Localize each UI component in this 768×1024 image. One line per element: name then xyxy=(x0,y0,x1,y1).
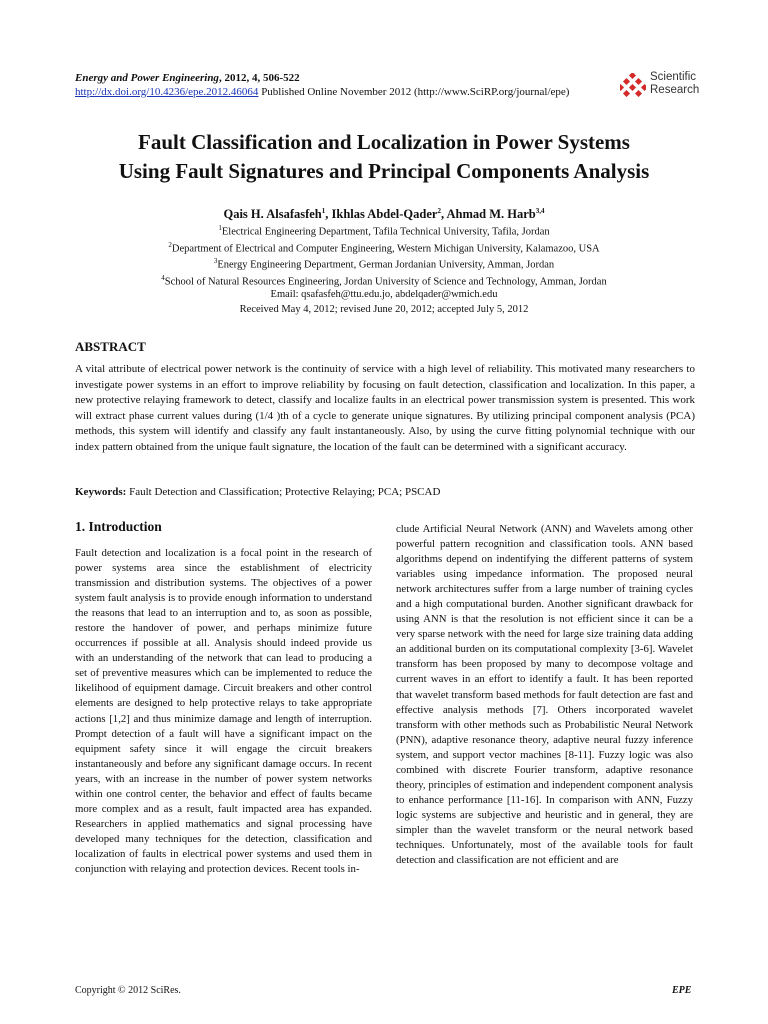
logo-text-scientific: Scientific xyxy=(650,71,697,83)
footer-journal: EPE xyxy=(672,985,692,996)
affiliation-text: School of Natural Resources Engineering, Jordan University of Science and Technology, Amman, Jordan xyxy=(164,276,607,288)
author-sup: 2 xyxy=(437,207,441,215)
doi-link[interactable]: http://dx.doi.org/10.4236/epe.2012.46064 xyxy=(75,86,259,98)
publisher-logo[interactable] xyxy=(620,71,710,99)
affiliation-sup: 1 xyxy=(218,224,222,232)
author-sup: 1 xyxy=(321,207,326,215)
abstract-heading: ABSTRACT xyxy=(75,339,146,354)
logo-text-research: Research xyxy=(650,84,700,96)
doi-line xyxy=(75,86,569,98)
publisher-logo-icon xyxy=(620,73,646,97)
affiliation-sup: 4 xyxy=(161,274,165,283)
affiliation-sup: 2 xyxy=(168,240,172,249)
keywords-label: Keywords: xyxy=(75,486,127,498)
paper-title xyxy=(40,128,728,186)
journal-name: Energy and Power Engineering xyxy=(75,72,219,84)
affiliation-sup: 3 xyxy=(213,257,218,266)
footer-copyright: Copyright © 2012 SciRes. xyxy=(75,985,181,996)
affiliation-line xyxy=(40,222,728,239)
affiliation-text: Electrical Engineering Department, Tafila Technical University, Tafila, Jordan xyxy=(221,226,550,238)
affiliation-text: Department of Electrical and Computer Engineering, Western Michigan University, Kalamazoo, USA xyxy=(171,243,600,255)
body-column-right: clude Artificial Neural Network (ANN) and Wavelets among other powerful pattern recognition and classification tools. ANN based algorithms depend on indentifying the different patterns of system variables using impedance information. The proposed neural network architectures suffer from a large number of training cycles and a high computational burden. Another significant drawback for using ANN is that the resolution is not efficient since it can be a very sparse network with the need for large size training data adding an additional burden on its computational complexity [3-6]. Wavelet transform has been proposed by many to decompose voltage and current waves in an effort to identify a fault. It has been reported that wavelet transform based methods for fault detection are fast and effective analysis methods [7]. Others incorporated wavelet transform with other methods such as Probabilistic Neural Network (PNN), adaptive resonance theory, adaptive neural fuzzy inference system, and support vector machines [8-11]. Fuzzy logic was also combined with discrete Fourier transform, adaptive resonance theory, principles of estimation and independent component analysis to enhance performance [11-16]. In comparison with ANN, Fuzzy logic systems are subjective and heuristic and in general, they are simpler than the wavelet transform or the neural network based techniques. Unfortunately, most of the available tools for fault detection and classification are not efficient and are xyxy=(396,523,693,867)
title-line-2: Using Fault Signatures and Principal Components Analysis xyxy=(118,159,650,183)
affiliation-line xyxy=(40,239,728,256)
keywords-text: Fault Detection and Classification; Protective Relaying; PCA; PSCAD xyxy=(126,486,441,498)
body-column-left: Fault detection and localization is a focal point in the research of power systems area since the establishment of electricity transmission and distribution systems. The objectives of a power system fault analysis is to provide enough information to understand the reasons that lead to an interruption and to, as soon as possible, restore the handover of power, and perhaps minimize future occurrences if possible at all. Analysis should indeed provide us with an understanding of the network that can lead to producing a set of preventive measures which can be implemented to reduce the likelihood of equipment damage. Circuit breakers and other control elements are designed to help protective relays to take appropriate actions [1,2] and thus minimize damage and length of interruption. Prompt detection of a fault will have a significant impact on the equipment safety since it will engage the circuit breakers instantaneously and before any significant damage occurs. In recent years, with an increase in the number of power system networks within one control center, the behavior and effect of faults became more complex and as a result, fault impacted area has expanded. Researchers in applied mathematics and signal processing have developed many techniques for the detection, classification and localization of faults in electrical power systems and used them in conjunction with relaying and protection devices. Recent tools in- xyxy=(75,547,372,875)
journal-citation xyxy=(75,72,300,84)
author-sup: 3,4 xyxy=(535,207,545,215)
keywords xyxy=(75,486,695,498)
affiliations xyxy=(40,222,728,301)
author-name: Qais H. Alsafasfeh xyxy=(223,207,322,222)
abstract-text: A vital attribute of electrical power network is the continuity of service with a high level of reliability. This motivated many researchers to investigate power systems in an effort to improve reliability by focusing on fault detection, classification and localization. In this paper, a new protective relaying framework to detect, classify and localize faults in an electrical power transmission system is presented. This work will extract phase current values during (1/4 )th of a cycle to generate unique signatures. By utilizing principal component analysis (PCA) methods, this system will identify and classify any fault instantaneously. Also, by using the curve fitting polynomial technique with our index pattern obtained from the unique fault signature, the location of the fault can be determined with a significant accuracy. xyxy=(75,363,695,453)
published-online: Published Online November 2012 (http://www.SciRP.org/journal/epe) xyxy=(258,86,570,98)
affiliation-line xyxy=(40,255,728,272)
section-heading: 1. Introduction xyxy=(75,519,162,534)
author-name: Ikhlas Abdel-Qader xyxy=(331,207,438,222)
author-list: Qais H. Alsafasfeh$^1$, Ikhlas Abdel-Qader$^2$, Ahmad M. Harb$^{3,4}$ xyxy=(223,207,545,222)
affiliation-line xyxy=(40,272,728,289)
title-line-1: Fault Classification and Localization in Power Systems xyxy=(138,130,630,154)
journal-volume: , 2012, 4, 506-522 xyxy=(218,72,300,84)
author-name: Ahmad M. Harb xyxy=(446,207,536,222)
author-email: Email: qsafasfeh@ttu.edu.jo, abdelqader@wmich.edu xyxy=(270,288,498,300)
received-dates: Received May 4, 2012; revised June 20, 2012; accepted July 5, 2012 xyxy=(239,304,529,315)
affiliation-text: Energy Engineering Department, German Jordanian University, Amman, Jordan xyxy=(217,259,555,271)
